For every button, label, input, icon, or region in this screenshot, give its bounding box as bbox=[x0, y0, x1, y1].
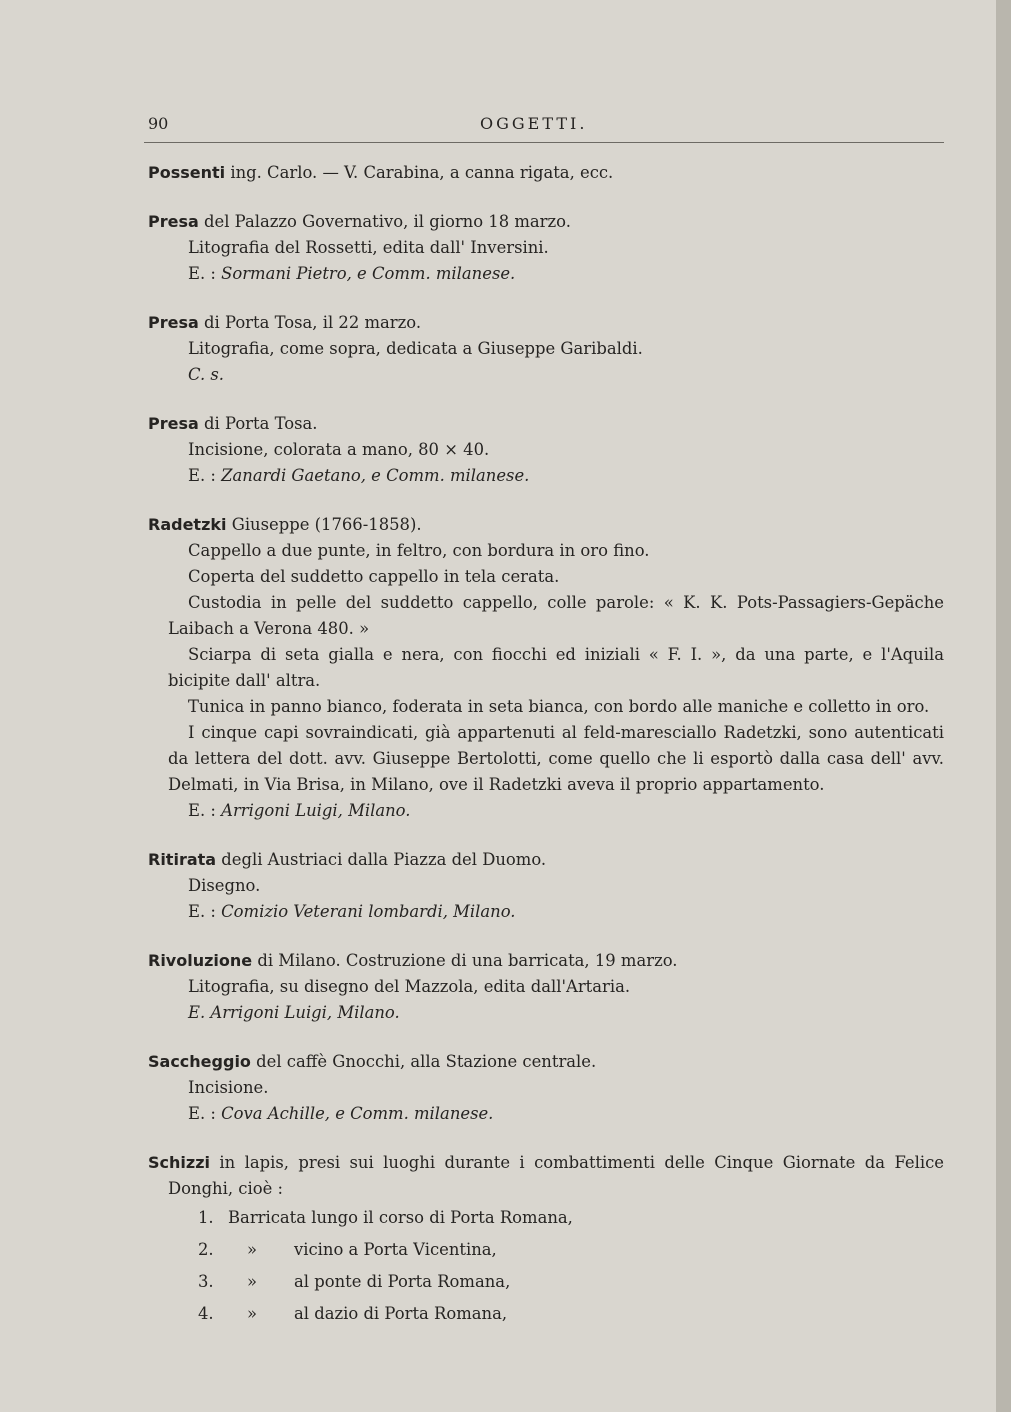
entry-presa-palazzo bbox=[148, 209, 944, 287]
entry-note: I cinque capi sovraindicati, già appartenuti al feld-maresciallo Radetzki, sono autenticati da lettera del dott. avv. Giuseppe Bertolotti, come quello che li esportò dalla casa dell' avv. Delmati, in Via Brisa, in Milano, ove il Radetzki aveva il proprio appartamento. bbox=[168, 723, 944, 794]
list-item: 4. » al dazio di Porta Romana, bbox=[198, 1304, 508, 1323]
entry-ritirata bbox=[148, 847, 944, 925]
entry-presa-porta-tosa-22 bbox=[148, 310, 944, 388]
entry-presa-porta-tosa bbox=[148, 411, 944, 489]
entry-owner: C. s. bbox=[188, 365, 224, 384]
entry-detail: Disegno. bbox=[188, 876, 261, 895]
catalog-body bbox=[148, 160, 944, 1353]
entry-keyword: Presa bbox=[148, 212, 199, 231]
entry-detail: Litografia, su disegno del Mazzola, edita dall'Artaria. bbox=[188, 977, 631, 996]
page-header bbox=[148, 110, 948, 138]
header-rule bbox=[144, 142, 944, 143]
entry-keyword: Schizzi bbox=[148, 1153, 210, 1172]
list-item: 1. Barricata lungo il corso di Porta Romana, bbox=[198, 1208, 573, 1227]
entry-schizzi bbox=[148, 1150, 944, 1330]
entry-saccheggio bbox=[148, 1049, 944, 1127]
entry-detail: Tunica in panno bianco, foderata in seta bianca, con bordo alle maniche e colletto in oro. bbox=[188, 697, 930, 716]
sketch-list bbox=[148, 1202, 944, 1330]
entry-owner: E. Arrigoni Luigi, Milano. bbox=[188, 1003, 400, 1022]
entry-possenti bbox=[148, 160, 944, 186]
entry-owner: E. : Cova Achille, e Comm. milanese. bbox=[188, 1104, 494, 1123]
entry-title: del Palazzo Governativo, il giorno 18 marzo. bbox=[198, 212, 571, 231]
entry-keyword: Presa bbox=[148, 414, 199, 433]
entry-owner: E. : Sormani Pietro, e Comm. milanese. bbox=[188, 264, 516, 283]
running-title: OGGETTI. bbox=[480, 114, 588, 133]
entry-rivoluzione bbox=[148, 948, 944, 1026]
page-number: 90 bbox=[148, 114, 169, 133]
entry-title: di Porta Tosa, il 22 marzo. bbox=[198, 313, 422, 332]
entry-keyword: Rivoluzione bbox=[148, 951, 253, 970]
entry-keyword: Possenti bbox=[148, 163, 226, 182]
entry-title: di Milano. Costruzione di una barricata, 19 marzo. bbox=[252, 951, 678, 970]
entry-detail: Incisione. bbox=[188, 1078, 269, 1097]
entry-detail: Cappello a due punte, in feltro, con bordura in oro fino. bbox=[188, 541, 650, 560]
entry-title: degli Austriaci dalla Piazza del Duomo. bbox=[216, 850, 547, 869]
entry-keyword: Presa bbox=[148, 313, 199, 332]
entry-owner: E. : Arrigoni Luigi, Milano. bbox=[188, 801, 411, 820]
entry-detail: Litografia del Rossetti, edita dall' Inversini. bbox=[188, 238, 549, 257]
entry-title: di Porta Tosa. bbox=[198, 414, 318, 433]
list-item: 2. » vicino a Porta Vicentina, bbox=[198, 1240, 497, 1259]
entry-detail: Custodia in pelle del suddetto cappello, colle parole: « K. K. Pots-Passagiers-Gepäche Laibach a Verona 480. » bbox=[168, 593, 944, 638]
entry-owner: E. : Zanardi Gaetano, e Comm. milanese. bbox=[188, 466, 530, 485]
entry-title: del caffè Gnocchi, alla Stazione centrale. bbox=[250, 1052, 597, 1071]
entry-keyword: Radetzki bbox=[148, 515, 227, 534]
entry-detail: Sciarpa di seta gialla e nera, con fiocchi ed iniziali « F. I. », da una parte, e l'Aquila bicipite dall' altra. bbox=[168, 645, 944, 690]
list-item: 3. » al ponte di Porta Romana, bbox=[198, 1272, 511, 1291]
page-edge bbox=[996, 0, 1011, 1412]
entry-detail: Incisione, colorata a mano, 80 × 40. bbox=[188, 440, 490, 459]
entry-keyword: Saccheggio bbox=[148, 1052, 251, 1071]
entry-detail: Coperta del suddetto cappello in tela cerata. bbox=[188, 567, 560, 586]
entry-keyword: Ritirata bbox=[148, 850, 217, 869]
entry-title: in lapis, presi sui luoghi durante i combattimenti delle Cinque Giornate da Felice Donghi, cioè : bbox=[168, 1153, 944, 1198]
entry-title: Giuseppe (1766-1858). bbox=[226, 515, 422, 534]
entry-radetzki bbox=[148, 512, 944, 824]
entry-owner: E. : Comizio Veterani lombardi, Milano. bbox=[188, 902, 516, 921]
entry-title: ing. Carlo. — V. Carabina, a canna rigata, ecc. bbox=[225, 163, 614, 182]
entry-detail: Litografia, come sopra, dedicata a Giuseppe Garibaldi. bbox=[188, 339, 643, 358]
